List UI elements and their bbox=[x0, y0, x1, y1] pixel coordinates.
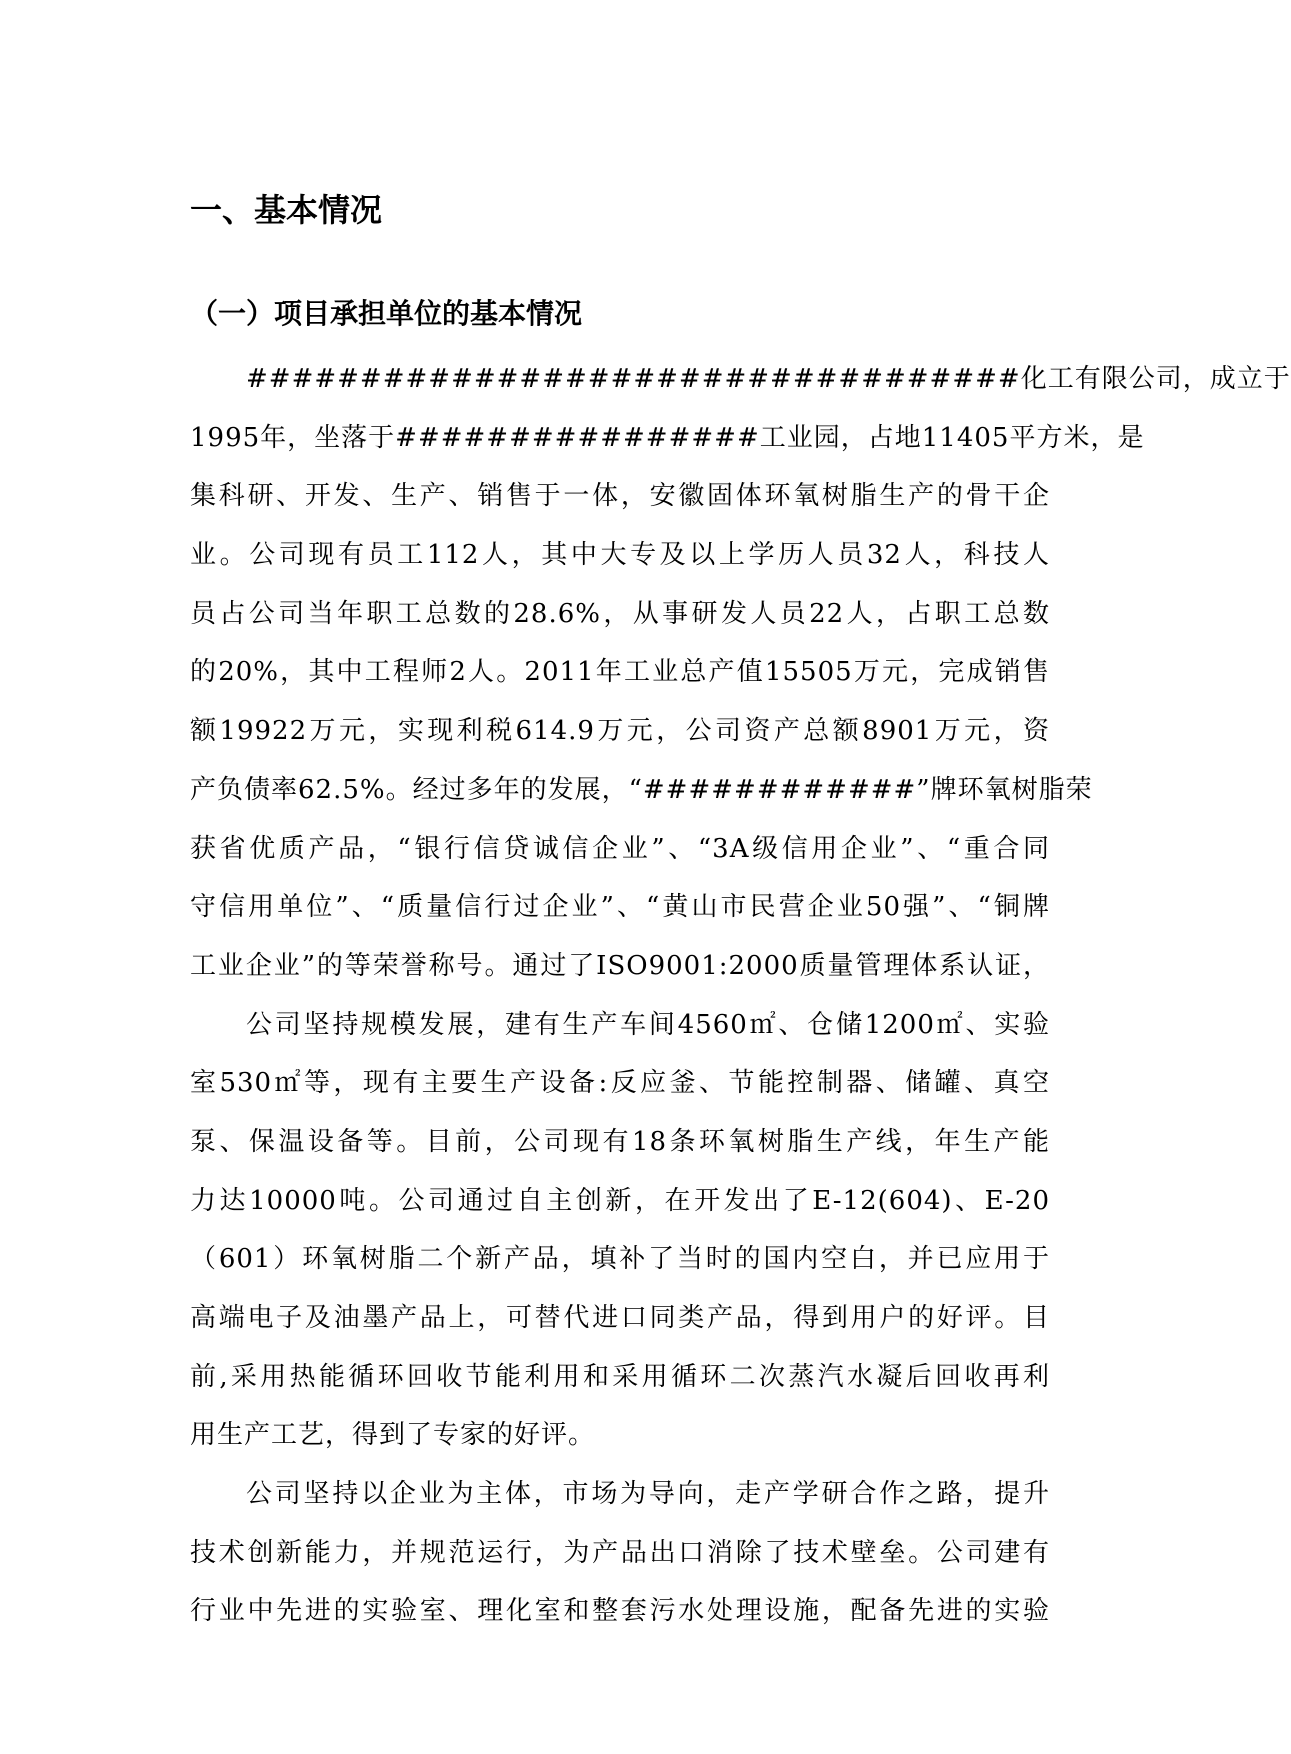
text-line: 前,采用热能循环回收节能利用和采用循环二次蒸汽水凝后回收再利 bbox=[190, 1361, 1050, 1392]
paragraph-production-capacity bbox=[190, 996, 1050, 1466]
text-line: 用生产工艺，得到了专家的好评。 bbox=[190, 1420, 596, 1451]
text-line: 产负债率62.5%。经过多年的发展，“############”牌环氧树脂荣 bbox=[190, 774, 1093, 805]
text-line: （601）环氧树脂二个新产品，填补了当时的国内空白，并已应用于 bbox=[190, 1244, 1050, 1275]
text-line: 1995年，坐落于################工业园，占地11405平方米，是 bbox=[190, 422, 1145, 453]
text-line: 技术创新能力，并规范运行，为产品出口消除了技术壁垒。公司建有 bbox=[190, 1537, 1050, 1568]
text-line: 室530㎡等，现有主要生产设备:反应釜、节能控制器、储罐、真空 bbox=[190, 1068, 1050, 1099]
text-line: 集科研、开发、生产、销售于一体，安徽固体环氧树脂生产的骨干企 bbox=[190, 481, 1050, 512]
body-text bbox=[190, 350, 1291, 1641]
paragraph-company-overview bbox=[190, 350, 1291, 996]
text-line: 业。公司现有员工112人，其中大专及以上学历人员32人，科技人 bbox=[190, 540, 1050, 571]
paragraph-innovation bbox=[190, 1465, 1050, 1641]
text-line: 获省优质产品，“银行信贷诚信企业”、“3A级信用企业”、“重合同 bbox=[190, 833, 1050, 864]
text-line: 行业中先进的实验室、理化室和整套污水处理设施，配备先进的实验 bbox=[190, 1596, 1050, 1627]
text-line: 泵、保温设备等。目前，公司现有18条环氧树脂生产线，年生产能 bbox=[190, 1126, 1050, 1157]
text-line: 工业企业”的等荣誉称号。通过了ISO9001:2000质量管理体系认证， bbox=[190, 950, 1050, 981]
text-line: ##################################化工有限公司，成立于 bbox=[246, 364, 1291, 394]
text-line: 公司坚持以企业为主体，市场为导向，走产学研合作之路，提升 bbox=[246, 1479, 1050, 1510]
text-line: 守信用单位”、“质量信行过企业”、“黄山市民营企业50强”、“铜牌 bbox=[190, 892, 1050, 923]
text-line: 高端电子及油墨产品上，可替代进口同类产品，得到用户的好评。目 bbox=[190, 1303, 1050, 1333]
subsection-title: （一）项目承担单位的基本情况 bbox=[190, 297, 583, 330]
section-title: 一、基本情况 bbox=[190, 191, 383, 229]
text-line: 员占公司当年职工总数的28.6%，从事研发人员22人，占职工总数 bbox=[190, 598, 1050, 629]
text-line: 公司坚持规模发展，建有生产车间4560㎡、仓储1200㎡、实验 bbox=[246, 1009, 1050, 1040]
text-line: 力达10000吨。公司通过自主创新，在开发出了E-12(604)、E-20 bbox=[190, 1185, 1050, 1216]
text-line: 的20%，其中工程师2人。2011年工业总产值15505万元，完成销售 bbox=[190, 657, 1050, 688]
text-line: 额19922万元，实现利税614.9万元，公司资产总额8901万元，资 bbox=[190, 716, 1050, 747]
